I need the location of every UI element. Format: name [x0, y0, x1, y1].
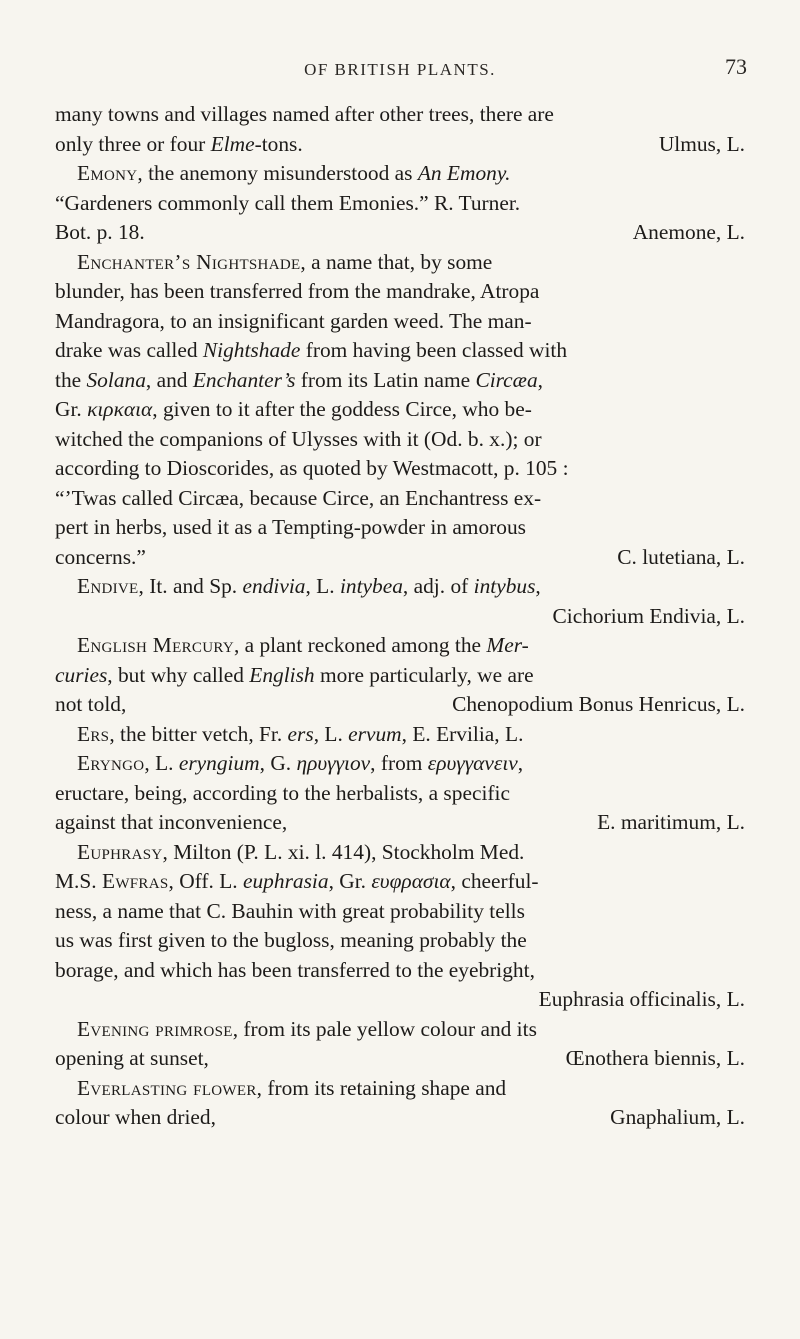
- italic-term: euphrasia: [242, 869, 329, 893]
- text-run: Mandragora, to an insignificant garden weed. The man-: [55, 308, 532, 333]
- italic-term: ηρυγγιον: [296, 751, 371, 775]
- italic-term: κιρκαια: [87, 397, 153, 421]
- entry-headword: Endive: [77, 574, 139, 598]
- text-run: only three or four: [55, 131, 211, 156]
- botanical-name: Chenopodium Bonus Henricus, L.: [452, 692, 745, 716]
- entry-headword: Eryngo: [77, 751, 145, 775]
- line-text: [77, 1015, 537, 1045]
- italic-term: ers: [287, 721, 314, 746]
- italic-term: Mer-: [486, 633, 529, 657]
- text-run: , G.: [259, 751, 297, 775]
- text-run: Gr.: [55, 397, 88, 421]
- text-line: [55, 602, 745, 632]
- line-text: [55, 189, 520, 219]
- line-text: [55, 218, 145, 248]
- line-text: [55, 336, 567, 366]
- text-line: [55, 543, 745, 573]
- botanical-name: Anemone, L.: [632, 220, 745, 244]
- text-run: opening at sunset,: [55, 1046, 209, 1070]
- text-line: [55, 661, 745, 691]
- text-run: , E. Ervilia, L.: [401, 721, 524, 746]
- text-run: ness, a name that C. Bauhin with great probability tells: [55, 898, 525, 923]
- text-line: [55, 425, 745, 455]
- italic-term: Nightshade: [202, 338, 301, 362]
- text-line: [55, 779, 745, 809]
- botanical-name: Euphrasia officinalis, L.: [538, 987, 745, 1011]
- text-line: [55, 631, 745, 661]
- line-text: [77, 749, 523, 779]
- text-run: not told,: [55, 692, 127, 716]
- text-run: , from: [370, 751, 428, 775]
- text-run: -tons.: [254, 131, 303, 156]
- text-run: , L.: [144, 751, 179, 775]
- line-text: [55, 454, 569, 484]
- text-run: us was first given to the bugloss, meaning probably the: [55, 928, 527, 952]
- text-line: [55, 248, 745, 278]
- line-text: [55, 690, 126, 720]
- entry-headword: English Mercury: [77, 633, 234, 657]
- line-text: [55, 100, 554, 130]
- line-text: [77, 720, 523, 750]
- text-run: according to Dioscorides, as quoted by Westmacott, p. 105 :: [55, 456, 569, 480]
- italic-term: endivia: [242, 574, 306, 598]
- line-text: [55, 130, 303, 160]
- botanical-name: C. lutetiana, L.: [617, 544, 745, 569]
- botanical-name: Gnaphalium, L.: [610, 1105, 745, 1129]
- line-text: [77, 572, 541, 602]
- line-text: [55, 484, 541, 514]
- running-head: OF BRITISH PLANTS.: [304, 60, 496, 79]
- text-run: ,: [535, 574, 541, 598]
- text-run: eructare, being, according to the herbalists, a specific: [55, 780, 510, 805]
- text-run: Bot. p. 18.: [55, 220, 145, 244]
- entry-headword: Enchanter’s Nightshade: [77, 249, 301, 274]
- page-number: 73: [725, 54, 747, 79]
- text-run: blunder, has been transferred from the mandrake, Atropa: [55, 279, 540, 303]
- entry-headword: Ewfras: [101, 869, 169, 893]
- line-text: [55, 956, 535, 986]
- line-text: [55, 277, 539, 307]
- text-line: [55, 867, 745, 897]
- text-line: [55, 189, 745, 219]
- italic-term: English: [249, 662, 315, 687]
- text-run: the: [55, 367, 87, 392]
- text-line: [55, 749, 745, 779]
- text-line: [55, 1074, 745, 1104]
- entry-headword: Emony: [77, 161, 138, 185]
- text-run: , adj. of: [402, 574, 474, 598]
- italic-term: ερυγγανειν: [427, 751, 518, 775]
- text-line: [55, 690, 745, 720]
- text-line: [55, 897, 745, 927]
- line-text: [77, 1074, 506, 1104]
- text-line: [55, 985, 745, 1015]
- entry-headword: Ers: [77, 721, 110, 746]
- text-line: [55, 1044, 745, 1074]
- glossary-text: [55, 100, 745, 1133]
- text-run: concerns.”: [55, 544, 146, 569]
- italic-term: Circæa: [475, 367, 538, 392]
- line-text: [55, 366, 543, 396]
- italic-term: ervum: [348, 721, 402, 746]
- text-run: ,: [537, 367, 543, 392]
- text-run: , from its retaining shape and: [256, 1075, 507, 1100]
- text-line: [55, 100, 745, 130]
- text-line: [55, 484, 745, 514]
- line-text: [55, 1103, 216, 1133]
- text-run: borage, and which has been transferred to the eyebright,: [55, 957, 535, 982]
- text-run: “’Twas called Circæa, because Circe, an Enchantress ex-: [55, 485, 542, 510]
- line-text: [55, 661, 534, 691]
- text-run: , L.: [313, 721, 349, 746]
- text-line: [55, 159, 745, 189]
- text-run: “Gardeners commonly call them Emonies.” R. Turner.: [55, 190, 521, 215]
- italic-term: curies: [55, 662, 108, 687]
- line-text: [77, 248, 492, 278]
- text-line: [55, 336, 745, 366]
- text-line: [55, 720, 745, 750]
- line-text: [55, 867, 539, 897]
- entry-headword: Evening primrose: [77, 1016, 233, 1041]
- line-text: [55, 808, 287, 838]
- line-text: [55, 779, 510, 809]
- text-line: [55, 1015, 745, 1045]
- line-text: [55, 513, 526, 543]
- botanical-name: Cichorium Endivia, L.: [552, 603, 745, 628]
- line-text: [77, 838, 524, 868]
- botanical-name: Œnothera biennis, L.: [565, 1046, 745, 1070]
- italic-term: Elme: [210, 131, 255, 156]
- text-run: , from its pale yellow colour and its: [232, 1016, 537, 1041]
- text-run: M.S.: [55, 869, 102, 893]
- text-line: [55, 277, 745, 307]
- text-run: , given to it after the goddess Circe, who be-: [152, 397, 532, 421]
- text-line: [55, 130, 745, 160]
- text-line: [55, 926, 745, 956]
- text-line: [55, 808, 745, 838]
- line-text: [55, 425, 542, 455]
- text-run: colour when dried,: [55, 1105, 216, 1129]
- italic-term: An Emony.: [417, 161, 511, 185]
- text-run: many towns and villages named after other trees, there are: [55, 102, 554, 126]
- text-line: [55, 366, 745, 396]
- line-text: [77, 159, 511, 189]
- text-run: , the anemony misunderstood as: [137, 161, 418, 185]
- text-line: [55, 572, 745, 602]
- line-text: [55, 1044, 209, 1074]
- italic-term: eryngium: [178, 751, 260, 775]
- text-run: ,: [517, 751, 524, 775]
- botanical-name: E. maritimum, L.: [597, 810, 745, 834]
- text-run: , Gr.: [328, 869, 372, 893]
- italic-term: Solana: [86, 367, 146, 392]
- text-line: [55, 956, 745, 986]
- text-run: pert in herbs, used it as a Tempting-powder in amorous: [55, 515, 526, 539]
- text-run: drake was called: [55, 338, 203, 362]
- italic-term: intybea: [339, 574, 403, 598]
- botanical-name: Ulmus, L.: [658, 131, 745, 156]
- text-run: , Milton (P. L. xi. l. 414), Stockholm Med.: [162, 839, 525, 864]
- text-run: from having been classed with: [300, 338, 568, 362]
- text-run: , cheerful-: [450, 869, 539, 893]
- text-line: [55, 395, 745, 425]
- text-line: [55, 513, 745, 543]
- text-run: , but why called: [107, 662, 250, 687]
- text-line: [55, 454, 745, 484]
- line-text: [55, 395, 532, 425]
- text-run: , L.: [305, 574, 340, 598]
- line-text: [55, 926, 527, 956]
- text-line: [55, 838, 745, 868]
- italic-term: intybus: [473, 574, 536, 598]
- italic-term: ευφρασια: [371, 869, 451, 893]
- line-text: [55, 307, 532, 337]
- entry-headword: Everlasting flower: [77, 1075, 257, 1100]
- line-text: [77, 631, 529, 661]
- entry-headword: Euphrasy: [77, 839, 163, 864]
- text-run: , It. and Sp.: [138, 574, 243, 598]
- text-run: , Off. L.: [168, 869, 243, 893]
- text-run: , a plant reckoned among the: [233, 633, 487, 657]
- text-run: against that inconvenience,: [55, 810, 288, 834]
- text-run: from its Latin name: [295, 367, 476, 392]
- line-text: [55, 897, 525, 927]
- text-run: , the bitter vetch, Fr.: [109, 721, 288, 746]
- text-run: witched the companions of Ulysses with it (Od. b. x.); or: [55, 426, 542, 451]
- italic-term: Enchanter’s: [192, 367, 296, 392]
- text-line: [55, 307, 745, 337]
- text-line: [55, 218, 745, 248]
- text-run: , and: [145, 367, 193, 392]
- line-text: [55, 543, 146, 573]
- text-line: [55, 1103, 745, 1133]
- text-run: , a name that, by some: [300, 249, 493, 274]
- text-run: more particularly, we are: [314, 662, 534, 687]
